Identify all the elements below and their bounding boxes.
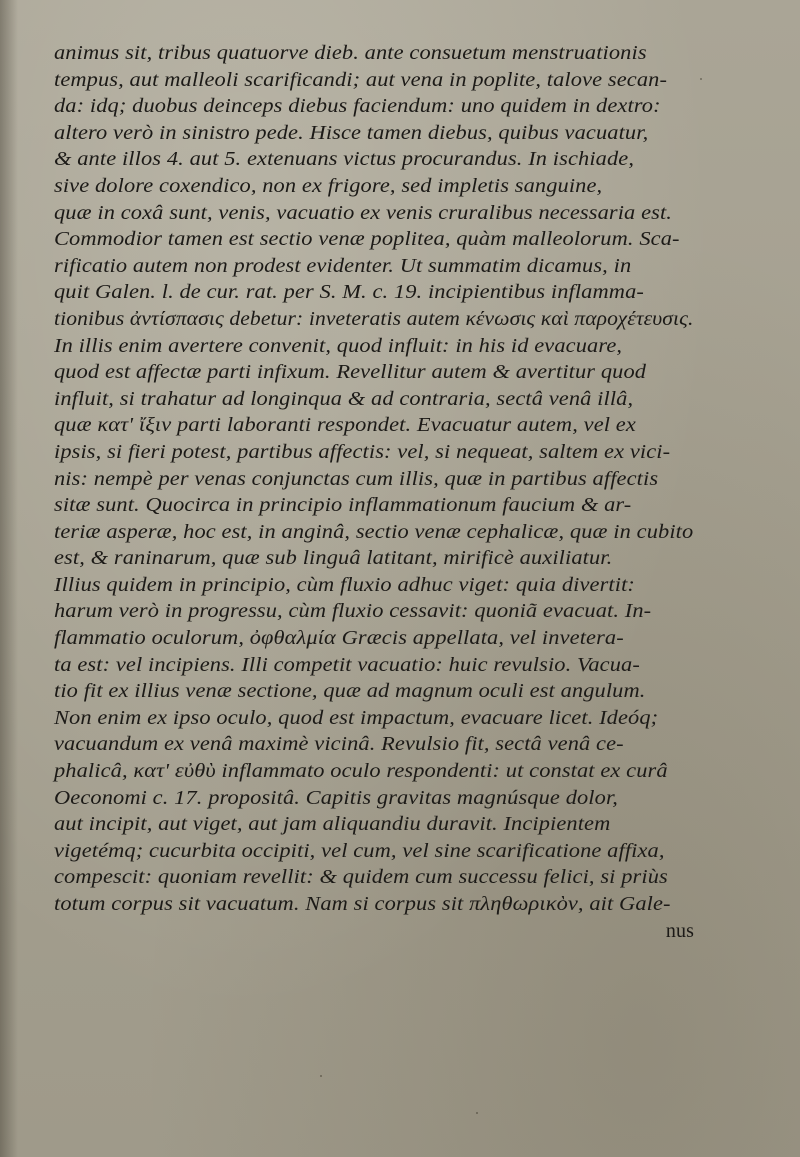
- text-line: quit Galen. l. de cur. rat. per S. M. c. 19. incipientibus inflamma-: [54, 281, 644, 304]
- page-speck: [320, 1075, 322, 1077]
- text-line: & ante illos 4. aut 5. extenuans victus procurandus. In ischiade,: [54, 148, 635, 171]
- text-line: teriæ asperæ, hoc est, in anginâ, sectio venæ cephalicæ, quæ in cubito: [54, 520, 694, 543]
- text-line: tionibus ἀντίσπασις debetur: inveteratis autem κένωσις καὶ παροχέτευσις.: [54, 307, 694, 330]
- text-line: flammatio oculorum, ὀφθαλμία Græcis appellata, vel invetera-: [54, 627, 624, 650]
- text-line: tempus, aut malleoli scarificandi; aut vena in poplite, talove secan-: [54, 68, 668, 91]
- text-line: rificatio autem non prodest evidenter. Ut summatim dicamus, in: [54, 254, 632, 277]
- text-line: vacuandum ex venâ maximè vicinâ. Revulsio fit, sectâ venâ ce-: [54, 733, 624, 756]
- text-line: quæ in coxâ sunt, venis, vacuatio ex venis cruralibus necessaria est.: [54, 201, 673, 224]
- text-line: compescit: quoniam revellit: & quidem cum successu felici, si priùs: [54, 866, 668, 889]
- text-line: phalicâ, κατ' εὐθὺ inflammato oculo respondenti: ut constat ex curâ: [54, 760, 668, 783]
- text-line: ta est: vel incipiens. Illi competit vacuatio: huic revulsio. Vacua-: [54, 653, 640, 676]
- text-line: sive dolore coxendico, non ex frigore, sed impletis sanguine,: [54, 174, 603, 197]
- text-line: tio fit ex illius venæ sectione, quæ ad magnum oculi est angulum.: [54, 680, 646, 703]
- text-line: sitæ sunt. Quocirca in principio inflammationum faucium & ar-: [54, 494, 632, 517]
- text-line: quod est affectæ parti infixum. Revellitur autem & avertitur quod: [54, 361, 647, 384]
- text-line: quæ κατ' ἴξιν parti laboranti respondet. Evacuatur autem, vel ex: [54, 414, 636, 437]
- text-line: harum verò in progressu, cùm fluxio cessavit: quoniã evacuat. In-: [54, 600, 652, 623]
- text-line: aut incipit, aut viget, aut jam aliquandiu duravit. Incipientem: [54, 813, 611, 836]
- text-line: Commodior tamen est sectio venæ poplitea, quàm malleolorum. Sca-: [54, 228, 680, 251]
- catchword: nus: [665, 919, 694, 942]
- text-line: animus sit, tribus quatuorve dieb. ante consuetum menstruationis: [54, 42, 647, 64]
- text-line: altero verò in sinistro pede. Hisce tamen diebus, quibus vacuatur,: [54, 121, 649, 144]
- text-line: Illius quidem in principio, cùm fluxio adhuc viget: quia divertit:: [54, 573, 635, 596]
- text-line: influit, si trahatur ad longinqua & ad contraria, sectâ venâ illâ,: [54, 387, 634, 410]
- page-speck: [700, 78, 702, 80]
- text-line: Oeconomi c. 17. propositâ. Capitis gravitas magnúsque dolor,: [54, 786, 619, 809]
- page-text-block: [54, 40, 694, 944]
- gutter-shadow: [0, 0, 18, 1157]
- text-line: vigetémq; cucurbita occipiti, vel cum, vel sine scarificatione affixa,: [54, 839, 665, 862]
- text-line: totum corpus sit vacuatum. Nam si corpus sit πληθωρικὸν, ait Gale-: [54, 893, 671, 915]
- text-line: est, & raninarum, quæ sub linguâ latitant, mirificè auxiliatur.: [54, 547, 613, 570]
- text-line: Non enim ex ipso oculo, quod est impactum, evacuare licet. Ideóq;: [54, 706, 659, 729]
- text-line: ipsis, si fieri potest, partibus affectis: vel, si nequeat, saltem ex vici-: [54, 440, 671, 463]
- text-line: da: idq; duobus deinceps diebus faciendum: uno quidem in dextro:: [54, 95, 661, 118]
- text-line: nis: nempè per venas conjunctas cum illis, quæ in partibus affectis: [54, 467, 659, 490]
- page-speck: [476, 1112, 478, 1114]
- text-line: In illis enim avertere convenit, quod influit: in his id evacuare,: [54, 334, 623, 357]
